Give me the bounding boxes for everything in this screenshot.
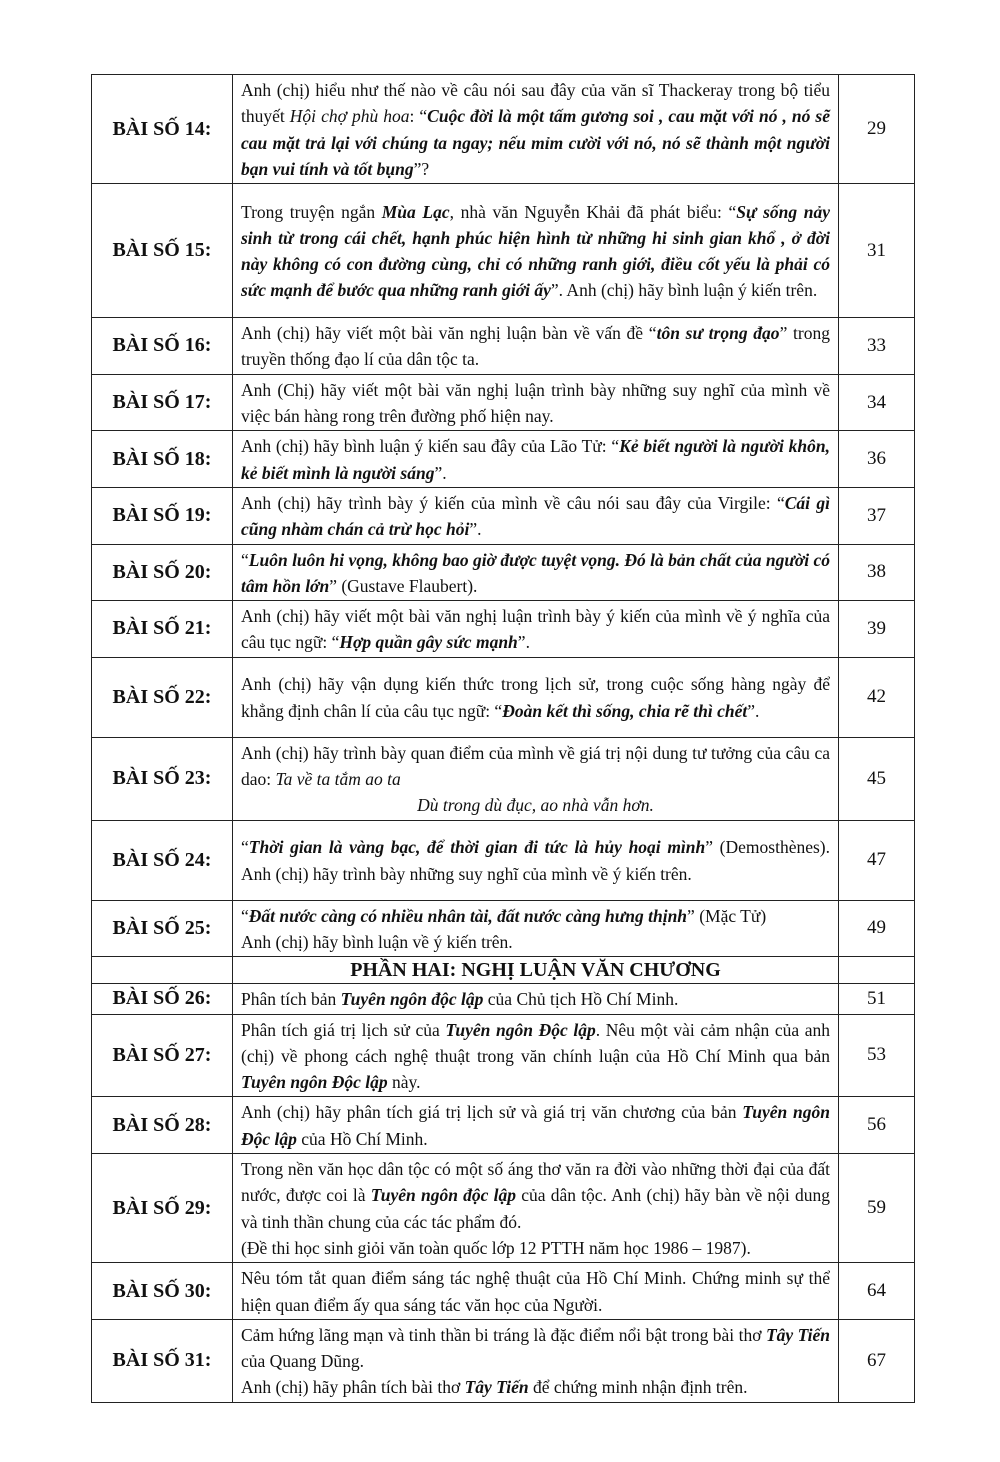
page-number: 67 bbox=[839, 1319, 915, 1402]
page-number: 64 bbox=[839, 1263, 915, 1320]
prompt-paragraph bbox=[241, 547, 830, 600]
prompt-paragraph bbox=[241, 199, 830, 304]
prompt-paragraph bbox=[241, 792, 830, 818]
exercise-row bbox=[92, 374, 915, 431]
exercise-label: BÀI SỐ 23: bbox=[92, 737, 233, 820]
quoted-text: Đất nước càng có nhiều nhân tài, đất nước càng hưng thịnh bbox=[248, 905, 688, 926]
prompt-paragraph bbox=[241, 1374, 830, 1400]
prompt-paragraph bbox=[241, 740, 830, 793]
prompt-paragraph bbox=[241, 490, 830, 543]
quoted-text: Sự sống nảy sinh từ trong cái chết, hạnh phúc hiện hình từ những hi sinh gian khổ , ở đời này không có con đường cùng, chỉ có những ranh giới, điều cốt yếu là phải có sức mạnh để bước qua những ranh giới ấy bbox=[241, 201, 830, 301]
exercise-prompt bbox=[233, 1097, 839, 1154]
exercise-label: BÀI SỐ 15: bbox=[92, 184, 233, 318]
section-two-header-group bbox=[92, 957, 915, 984]
section-heading-row bbox=[92, 957, 915, 984]
exercise-prompt bbox=[233, 487, 839, 544]
exercise-prompt bbox=[233, 900, 839, 957]
quoted-text: Tuyên ngôn độc lập bbox=[340, 989, 484, 1010]
prompt-text: Cảm hứng lãng mạn và tinh thần bi tráng là đặc điểm nổi bật trong bài thơ bbox=[241, 1324, 766, 1345]
prompt-text: “ bbox=[241, 549, 249, 570]
section-heading-blank bbox=[839, 957, 915, 984]
exercise-prompt bbox=[233, 184, 839, 318]
exercise-label: BÀI SỐ 18: bbox=[92, 431, 233, 488]
exercise-prompt bbox=[233, 1154, 839, 1263]
prompt-text: Anh (chị) hãy phân tích giá trị lịch sử và giá trị văn chương của bản bbox=[241, 1102, 743, 1123]
quoted-text: Cuộc đời là một tấm gương soi , cau mặt với nó , nó sẽ cau mặt trả lại với chúng ta ngay; nếu mỉm cười với nó, nó sẽ thành một người bạn vui tính và tốt bụng bbox=[241, 106, 830, 179]
exercise-row bbox=[92, 1263, 915, 1320]
exercise-label: BÀI SỐ 20: bbox=[92, 544, 233, 601]
quoted-text: Tuyên ngôn độc lập bbox=[370, 1185, 516, 1206]
exercise-row bbox=[92, 544, 915, 601]
prompt-text: Anh (chị) hãy viết một bài văn nghị luận bàn về vấn đề “ bbox=[241, 323, 657, 344]
prompt-paragraph bbox=[241, 903, 830, 929]
quoted-text: Mùa Lạc bbox=[381, 201, 450, 222]
prompt-text: Anh (chị) hãy trình bày ý kiến của mình về câu nói sau đây của Virgile: “ bbox=[241, 492, 785, 513]
quoted-text: Đoàn kết thì sống, chia rẽ thì chết bbox=[502, 700, 748, 721]
prompt-text: Nêu tóm tắt quan điểm sáng tác nghệ thuật của Hồ Chí Minh. Chứng minh sự thể hiện quan điểm ấy qua sáng tác văn học của Người. bbox=[241, 1268, 830, 1315]
quoted-text: tôn sư trọng đạo bbox=[656, 323, 780, 344]
part-one-rows bbox=[92, 75, 915, 957]
italic-title: Ta về ta tắm ao ta bbox=[275, 769, 401, 790]
prompt-text: ”. bbox=[517, 632, 530, 653]
page-number: 42 bbox=[839, 657, 915, 737]
exercise-label: BÀI SỐ 28: bbox=[92, 1097, 233, 1154]
exercise-label: BÀI SỐ 16: bbox=[92, 318, 233, 375]
exercise-prompt bbox=[233, 737, 839, 820]
prompt-paragraph bbox=[241, 320, 830, 373]
quoted-text: Tây Tiến bbox=[765, 1324, 830, 1345]
page-number: 36 bbox=[839, 431, 915, 488]
exercise-row bbox=[92, 1319, 915, 1402]
prompt-text: Anh (chị) hiểu như thế nào về câu nói sau đây của văn sĩ Thackeray trong bộ tiểu thuyết bbox=[241, 80, 830, 127]
section-two-title: PHẦN HAI: NGHỊ LUẬN VĂN CHƯƠNG bbox=[233, 957, 839, 984]
prompt-text: của dân tộc. Anh (chị) hãy bàn về nội dung và tinh thần chung của các tác phẩm đó. bbox=[241, 1185, 830, 1232]
exercise-label: BÀI SỐ 17: bbox=[92, 374, 233, 431]
prompt-text: (Đề thi học sinh giỏi văn toàn quốc lớp 12 PTTH năm học 1986 – 1987). bbox=[241, 1237, 751, 1258]
page-number: 39 bbox=[839, 601, 915, 658]
prompt-paragraph bbox=[241, 1099, 830, 1152]
exercise-prompt bbox=[233, 374, 839, 431]
exercise-label: BÀI SỐ 27: bbox=[92, 1014, 233, 1097]
prompt-text: , nhà văn Nguyễn Khải đã phát biểu: “ bbox=[449, 201, 737, 222]
page-number: 59 bbox=[839, 1154, 915, 1263]
prompt-paragraph bbox=[241, 603, 830, 656]
quoted-text: Tuyên ngôn Độc lập bbox=[241, 1072, 388, 1093]
exercise-row bbox=[92, 1154, 915, 1263]
exercise-prompt bbox=[233, 984, 839, 1014]
prompt-text: ” trong truyền thống đạo lí của dân tộc ta. bbox=[241, 323, 830, 370]
prompt-paragraph bbox=[241, 929, 830, 955]
part-two-rows bbox=[92, 984, 915, 1402]
prompt-text: để chứng minh nhận định trên. bbox=[528, 1377, 748, 1398]
exercise-prompt bbox=[233, 1319, 839, 1402]
exercise-row bbox=[92, 318, 915, 375]
exercise-label: BÀI SỐ 29: bbox=[92, 1154, 233, 1263]
page-number: 29 bbox=[839, 75, 915, 184]
exercise-label: BÀI SỐ 22: bbox=[92, 657, 233, 737]
prompt-paragraph bbox=[241, 77, 830, 182]
prompt-text: của Hồ Chí Minh. bbox=[296, 1128, 428, 1149]
exercise-prompt bbox=[233, 820, 839, 900]
prompt-text: : “ bbox=[409, 106, 428, 127]
prompt-text: ”. bbox=[469, 519, 482, 540]
prompt-paragraph bbox=[241, 834, 830, 887]
prompt-text: ”. Anh (chị) hãy bình luận ý kiến trên. bbox=[550, 280, 818, 301]
exercise-label: BÀI SỐ 25: bbox=[92, 900, 233, 957]
exercise-prompt bbox=[233, 75, 839, 184]
italic-title: Dù trong dù đục, ao nhà vẫn hơn. bbox=[417, 795, 654, 816]
quoted-text: Cái gì cũng nhàm chán cả trừ học hỏi bbox=[241, 492, 830, 540]
prompt-text: Trong truyện ngắn bbox=[241, 201, 382, 222]
page-number: 38 bbox=[839, 544, 915, 601]
quoted-text: Kẻ biết người là người khôn, kẻ biết mình là người sáng bbox=[241, 436, 831, 483]
prompt-text: Phân tích giá trị lịch sử của bbox=[241, 1019, 446, 1040]
prompt-paragraph bbox=[241, 1265, 830, 1318]
prompt-text: Anh (chị) hãy viết một bài văn nghị luận trình bày ý kiến của mình về ý nghĩa của câu tục ngữ: “ bbox=[241, 606, 830, 653]
prompt-text: ” (Demosthènes). Anh (chị) hãy trình bày những suy nghĩ của mình về ý kiến trên. bbox=[241, 837, 830, 884]
exercise-row bbox=[92, 184, 915, 318]
exercise-prompt bbox=[233, 431, 839, 488]
exercise-label: BÀI SỐ 31: bbox=[92, 1319, 233, 1402]
exercise-prompt bbox=[233, 1263, 839, 1320]
prompt-text: ”. bbox=[747, 700, 760, 721]
document-page bbox=[91, 74, 914, 1403]
prompt-text: ” (Gustave Flaubert). bbox=[329, 575, 478, 596]
section-heading-blank bbox=[92, 957, 233, 984]
exercise-row bbox=[92, 820, 915, 900]
prompt-text: Anh (chị) hãy vận dụng kiến thức trong lịch sử, trong cuộc sống hàng ngày để khẳng định chân lí của câu tục ngữ: “ bbox=[241, 674, 830, 721]
page-number: 45 bbox=[839, 737, 915, 820]
quoted-text: Luôn luôn hi vọng, không bao giờ được tuyệt vọng. Đó là bản chất của người có tâm hồn lớn bbox=[241, 549, 830, 596]
exercise-prompt bbox=[233, 657, 839, 737]
prompt-text: Anh (Chị) hãy viết một bài văn nghị luận trình bày những suy nghĩ của mình về việc bán hàng rong trên đường phố hiện nay. bbox=[241, 379, 830, 427]
prompt-text: ”? bbox=[413, 158, 430, 179]
prompt-text: Trong nền văn học dân tộc có một số áng thơ văn ra đời vào những thời đại của đất nước, được coi là bbox=[241, 1159, 830, 1206]
prompt-text: . Nêu một vài cảm nhận của anh (chị) về phong cách nghệ thuật trong văn chính luận của Hồ Chí Minh qua bản bbox=[241, 1019, 830, 1066]
prompt-paragraph bbox=[241, 1235, 830, 1261]
exercise-label: BÀI SỐ 21: bbox=[92, 601, 233, 658]
exercise-row bbox=[92, 487, 915, 544]
exercise-row bbox=[92, 1014, 915, 1097]
prompt-paragraph bbox=[241, 1017, 830, 1096]
exercise-label: BÀI SỐ 24: bbox=[92, 820, 233, 900]
prompt-text: Anh (chị) hãy bình luận về ý kiến trên. bbox=[241, 931, 513, 952]
quoted-text: Thời gian là vàng bạc, để thời gian đi tức là hủy hoại mình bbox=[248, 837, 706, 858]
exercise-row bbox=[92, 984, 915, 1014]
prompt-text: Anh (chị) hãy trình bày quan điểm của mình về giá trị nội dung tư tưởng của câu ca dao: bbox=[241, 742, 830, 790]
exercise-label: BÀI SỐ 14: bbox=[92, 75, 233, 184]
exercise-row bbox=[92, 737, 915, 820]
exercise-row bbox=[92, 1097, 915, 1154]
page-number: 56 bbox=[839, 1097, 915, 1154]
exercise-row bbox=[92, 657, 915, 737]
prompt-paragraph bbox=[241, 433, 830, 486]
page-number: 47 bbox=[839, 820, 915, 900]
prompt-paragraph bbox=[241, 377, 830, 430]
prompt-paragraph bbox=[241, 1156, 830, 1235]
quoted-text: Tuyên ngôn Độc lập bbox=[241, 1102, 830, 1149]
page-number: 37 bbox=[839, 487, 915, 544]
exercise-row bbox=[92, 75, 915, 184]
italic-title: Hội chợ phù hoa bbox=[289, 106, 410, 127]
page-number: 33 bbox=[839, 318, 915, 375]
prompt-paragraph bbox=[241, 986, 830, 1012]
prompt-paragraph bbox=[241, 671, 830, 724]
exercise-row bbox=[92, 431, 915, 488]
exercise-prompt bbox=[233, 601, 839, 658]
prompt-text: này. bbox=[387, 1072, 421, 1093]
exercise-prompt bbox=[233, 544, 839, 601]
prompt-text: ”. bbox=[434, 462, 447, 483]
prompt-text: Anh (chị) hãy bình luận ý kiến sau đây của Lão Tử: “ bbox=[241, 436, 620, 457]
exercise-label: BÀI SỐ 26: bbox=[92, 984, 233, 1014]
prompt-text: “ bbox=[241, 905, 249, 926]
exercise-row bbox=[92, 900, 915, 957]
prompt-text: ” (Mặc Tử) bbox=[687, 905, 767, 926]
page-number: 34 bbox=[839, 374, 915, 431]
quoted-text: Hợp quần gây sức mạnh bbox=[339, 632, 518, 653]
exercise-prompt bbox=[233, 318, 839, 375]
exercise-label: BÀI SỐ 19: bbox=[92, 487, 233, 544]
page-number: 51 bbox=[839, 984, 915, 1014]
prompt-text: của Quang Dũng. bbox=[241, 1351, 364, 1372]
page-number: 31 bbox=[839, 184, 915, 318]
exercise-row bbox=[92, 601, 915, 658]
prompt-text: của Chủ tịch Hồ Chí Minh. bbox=[483, 989, 679, 1010]
prompt-paragraph bbox=[241, 1322, 830, 1375]
page-number: 53 bbox=[839, 1014, 915, 1097]
exercise-prompt bbox=[233, 1014, 839, 1097]
page-number: 49 bbox=[839, 900, 915, 957]
contents-table bbox=[91, 74, 915, 1403]
prompt-text: Anh (chị) hãy phân tích bài thơ bbox=[241, 1377, 465, 1398]
quoted-text: Tây Tiến bbox=[464, 1377, 529, 1398]
quoted-text: Tuyên ngôn Độc lập bbox=[445, 1019, 596, 1040]
prompt-text: Phân tích bản bbox=[241, 989, 341, 1010]
exercise-label: BÀI SỐ 30: bbox=[92, 1263, 233, 1320]
prompt-text: “ bbox=[241, 837, 249, 858]
